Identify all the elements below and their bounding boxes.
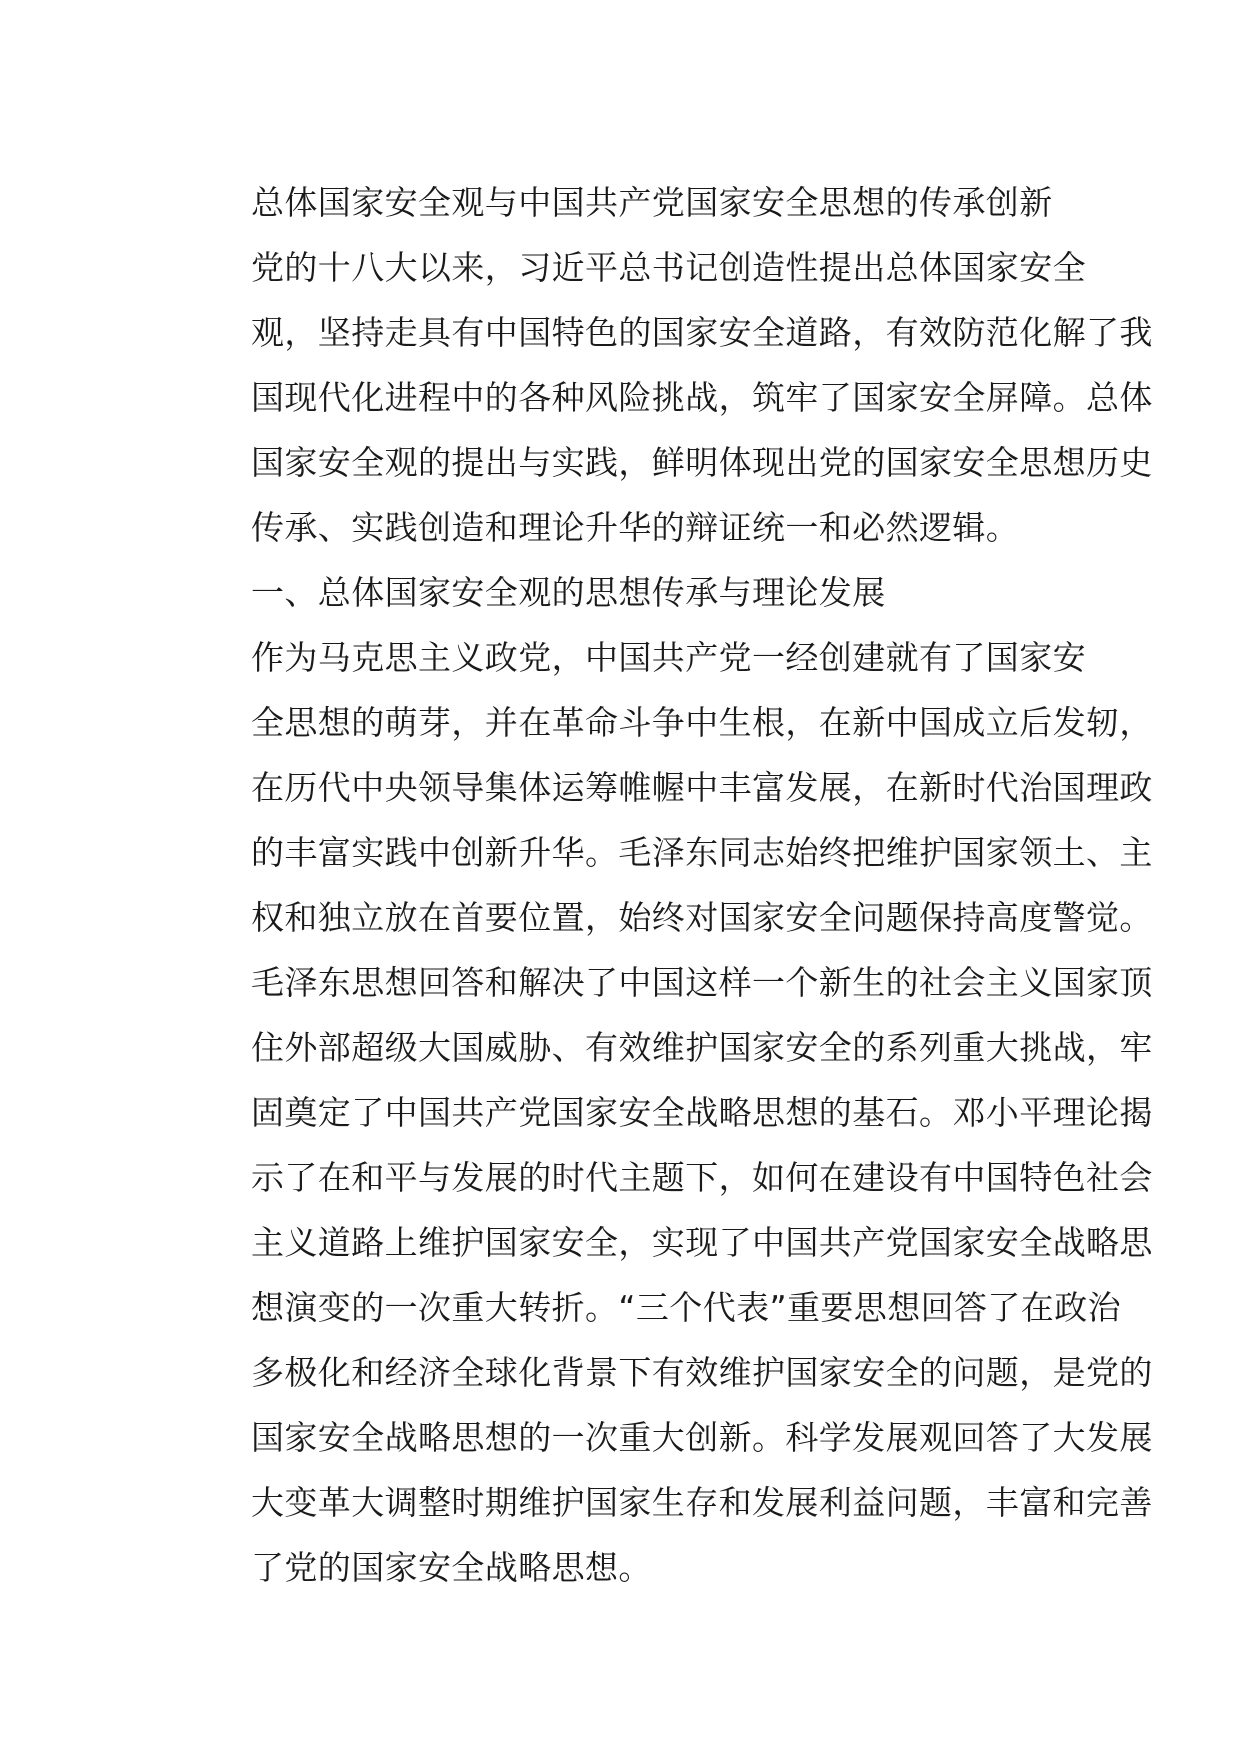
paragraph-line: 国现代化进程中的各种风险挑战，筑牢了国家安全屏障。总体 <box>251 378 1153 417</box>
paragraph-line: 的丰富实践中创新升华。毛泽东同志始终把维护国家领土、主 <box>251 833 1153 872</box>
paragraph-line: 党的十八大以来，习近平总书记创造性提出总体国家安全 <box>251 248 1086 287</box>
paragraph-line: 国家安全战略思想的一次重大创新。科学发展观回答了大发展 <box>251 1418 1153 1457</box>
paragraph-line: 固奠定了中国共产党国家安全战略思想的基石。邓小平理论揭 <box>251 1093 1153 1132</box>
paragraph-line: 权和独立放在首要位置，始终对国家安全问题保持高度警觉。 <box>251 898 1153 937</box>
paragraph-line: 观，坚持走具有中国特色的国家安全道路，有效防范化解了我 <box>251 313 1153 352</box>
document-body <box>189 170 1153 1600</box>
paragraph-line: 住外部超级大国威胁、有效维护国家安全的系列重大挑战，牢 <box>251 1028 1153 1067</box>
paragraph-line: 作为马克思主义政党，中国共产党一经创建就有了国家安 <box>251 638 1086 677</box>
paragraph-line: 在历代中央领导集体运筹帷幄中丰富发展，在新时代治国理政 <box>251 768 1153 807</box>
paragraph-line: 了党的国家安全战略思想。 <box>251 1548 652 1587</box>
section-paragraph <box>189 625 1153 1600</box>
intro-paragraph <box>189 235 1153 560</box>
paragraph-line: 国家安全观的提出与实践，鲜明体现出党的国家安全思想历史 <box>251 443 1153 482</box>
paragraph-line: 大变革大调整时期维护国家生存和发展利益问题，丰富和完善 <box>251 1483 1153 1522</box>
paragraph-line: 主义道路上维护国家安全，实现了中国共产党国家安全战略思 <box>251 1223 1153 1262</box>
paragraph-line: 全思想的萌芽，并在革命斗争中生根，在新中国成立后发轫， <box>251 703 1153 742</box>
paragraph-line: 毛泽东思想回答和解决了中国这样一个新生的社会主义国家顶 <box>251 963 1153 1002</box>
paragraph-line: 多极化和经济全球化背景下有效维护国家安全的问题，是党的 <box>251 1353 1153 1392</box>
section-heading: 一、总体国家安全观的思想传承与理论发展 <box>251 573 886 612</box>
paragraph-line: 示了在和平与发展的时代主题下，如何在建设有中国特色社会 <box>251 1158 1153 1197</box>
paragraph-line: 想演变的一次重大转折。“三个代表”重要思想回答了在政治 <box>251 1288 1121 1327</box>
paragraph-line: 传承、实践创造和理论升华的辩证统一和必然逻辑。 <box>251 508 1020 547</box>
document-title: 总体国家安全观与中国共产党国家安全思想的传承创新 <box>251 183 1053 222</box>
